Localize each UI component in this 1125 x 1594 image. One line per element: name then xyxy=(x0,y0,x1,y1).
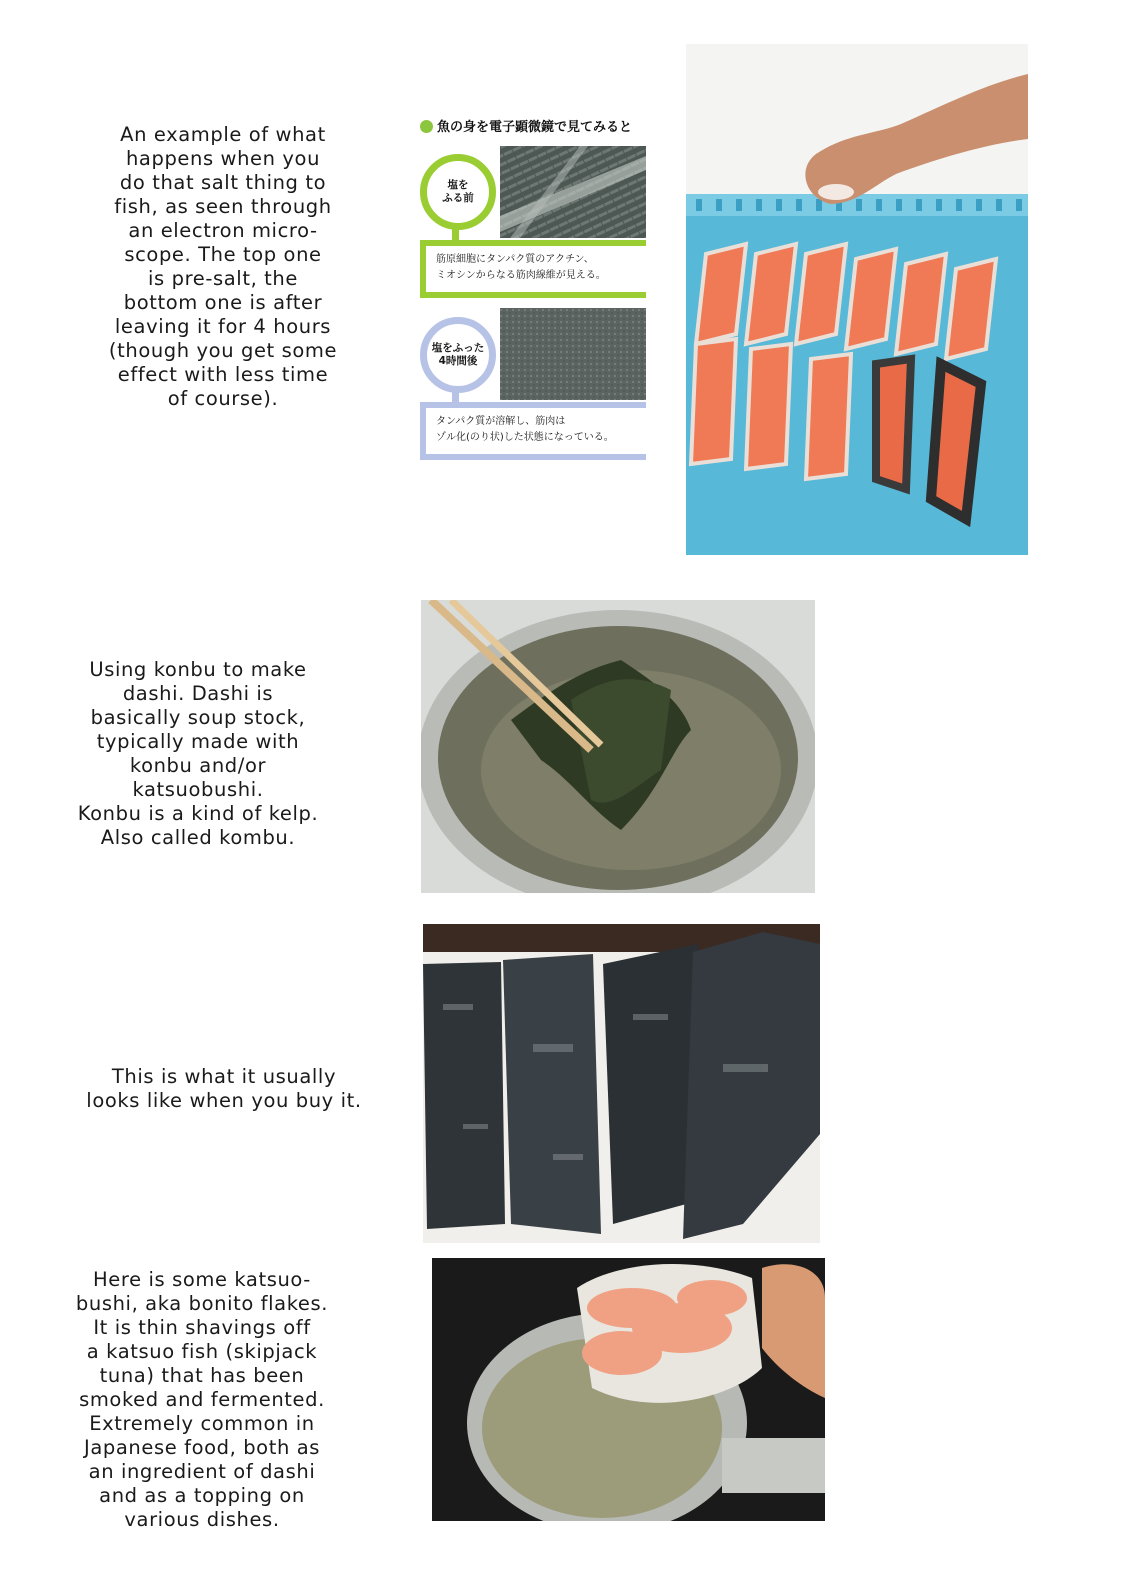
microscope-figure xyxy=(420,112,646,464)
katsuobushi-photo xyxy=(432,1258,825,1521)
caption-salt-microscope: An example of what happens when you do that salt thing to fish, as seen through an electron micro- scope. The top one is pre-salt, the bottom one is after leaving it for 4 hours (though you get some effect with less time of course). xyxy=(108,123,338,410)
before-salt-note: 筋原細胞にタンパク質のアクチン、 ミオシンからなる筋肉線維が見える。 xyxy=(420,240,646,298)
salted-salmon-photo xyxy=(686,44,1028,555)
caption-konbu-dashi: Using konbu to make dashi. Dashi is basically soup stock, typically made with konbu and/or katsuobushi. Konbu is a kind of kelp. Also called kombu. xyxy=(77,658,319,849)
before-salt-label: 塩を ふる前 xyxy=(420,154,496,230)
microscope-figure-title: 魚の身を電子顕微鏡で見てみると xyxy=(420,116,632,135)
after-salt-note: タンパク質が溶解し、筋肉は ゾル化(のり状)した状態になっている。 xyxy=(420,402,646,460)
caption-katsuobushi: Here is some katsuo- bushi, aka bonito flakes. It is thin shavings off a katsuo fish (skipjack tuna) that has been smoked and fermented. Extremely common in Japanese food, both as an ingredient of dashi and as a topping on various dishes. xyxy=(75,1268,329,1531)
microscope-image-before xyxy=(500,146,646,238)
dried-konbu-photo xyxy=(423,924,820,1243)
konbu-in-pot-photo xyxy=(421,600,815,893)
bullet-dot-icon xyxy=(420,120,433,133)
caption-dried-konbu: This is what it usually looks like when you buy it. xyxy=(86,1065,362,1112)
after-salt-label: 塩をふった 4時間後 xyxy=(420,317,496,393)
microscope-image-after xyxy=(500,308,646,400)
